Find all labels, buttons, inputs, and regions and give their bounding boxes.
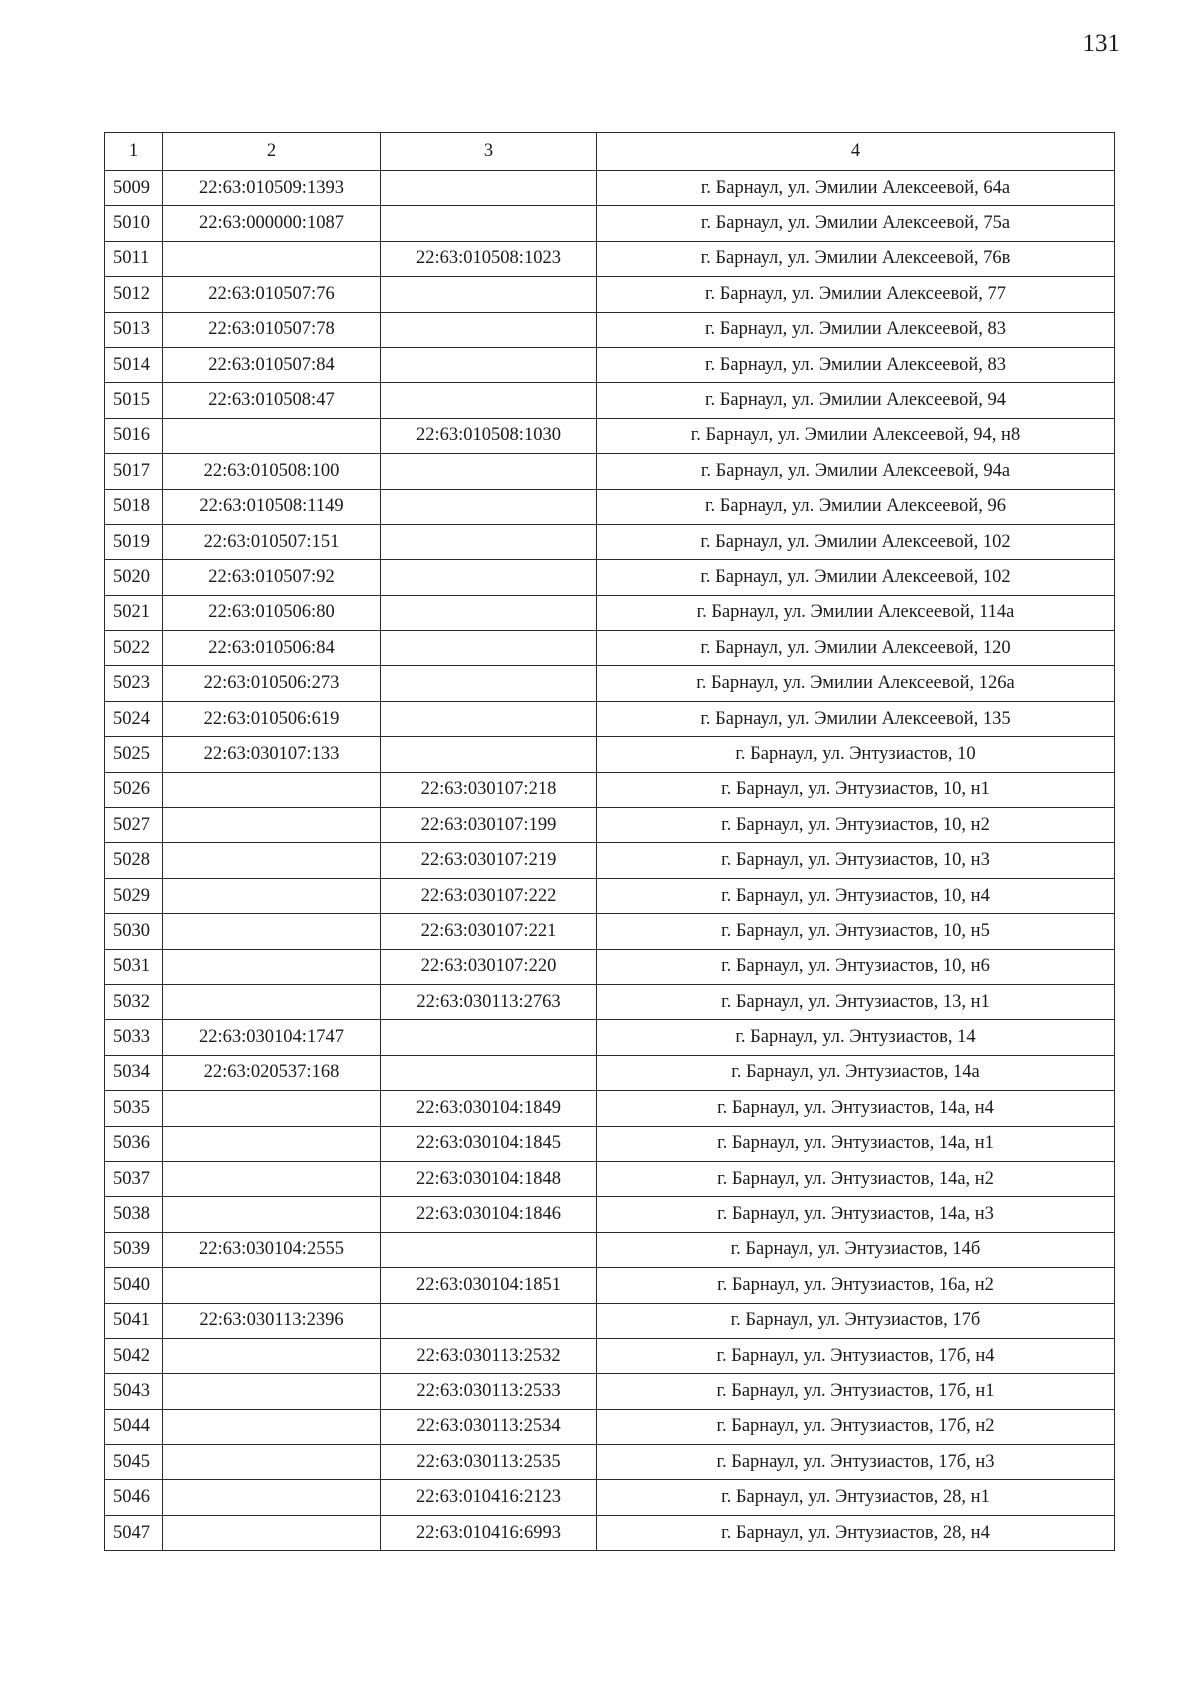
row-number-cell: 5030 bbox=[105, 914, 163, 949]
row-number-cell: 5042 bbox=[105, 1338, 163, 1373]
table-body bbox=[105, 171, 1115, 1551]
cadastral-number-cell: 22:63:010506:80 bbox=[163, 595, 381, 630]
cadastral-number-cell: 22:63:010507:78 bbox=[163, 312, 381, 347]
cadastral-number-cell bbox=[163, 241, 381, 276]
header-col-3: 3 bbox=[381, 133, 597, 171]
row-number-cell: 5047 bbox=[105, 1515, 163, 1550]
table-row bbox=[105, 241, 1115, 276]
cadastral-number-cell: 22:63:010506:273 bbox=[163, 666, 381, 701]
row-number-cell: 5035 bbox=[105, 1091, 163, 1126]
cadastral-premise-cell: 22:63:030107:218 bbox=[381, 772, 597, 807]
row-number-cell: 5012 bbox=[105, 277, 163, 312]
cadastral-premise-cell bbox=[381, 701, 597, 736]
address-cell: г. Барнаул, ул. Эмилии Алексеевой, 135 bbox=[597, 701, 1115, 736]
table-row bbox=[105, 631, 1115, 666]
address-cell: г. Барнаул, ул. Энтузиастов, 17б, н4 bbox=[597, 1338, 1115, 1373]
table-row bbox=[105, 1445, 1115, 1480]
cadastral-number-cell bbox=[163, 984, 381, 1019]
cadastral-number-cell: 22:63:030113:2396 bbox=[163, 1303, 381, 1338]
row-number-cell: 5021 bbox=[105, 595, 163, 630]
table-row bbox=[105, 383, 1115, 418]
cadastral-number-cell bbox=[163, 1197, 381, 1232]
cadastral-premise-cell bbox=[381, 737, 597, 772]
row-number-cell: 5043 bbox=[105, 1374, 163, 1409]
address-cell: г. Барнаул, ул. Энтузиастов, 17б bbox=[597, 1303, 1115, 1338]
row-number-cell: 5026 bbox=[105, 772, 163, 807]
cadastral-premise-cell: 22:63:010508:1023 bbox=[381, 241, 597, 276]
cadastral-number-cell bbox=[163, 914, 381, 949]
address-cell: г. Барнаул, ул. Энтузиастов, 17б, н2 bbox=[597, 1409, 1115, 1444]
table-row bbox=[105, 1374, 1115, 1409]
row-number-cell: 5009 bbox=[105, 171, 163, 206]
table-row bbox=[105, 737, 1115, 772]
cadastral-number-cell: 22:63:010506:619 bbox=[163, 701, 381, 736]
header-col-1: 1 bbox=[105, 133, 163, 171]
address-cell: г. Барнаул, ул. Энтузиастов, 17б, н3 bbox=[597, 1445, 1115, 1480]
cadastral-number-cell bbox=[163, 1480, 381, 1515]
cadastral-premise-cell bbox=[381, 489, 597, 524]
cadastral-number-cell bbox=[163, 1515, 381, 1550]
cadastral-premise-cell: 22:63:030107:221 bbox=[381, 914, 597, 949]
table-row bbox=[105, 524, 1115, 559]
address-cell: г. Барнаул, ул. Эмилии Алексеевой, 102 bbox=[597, 524, 1115, 559]
row-number-cell: 5045 bbox=[105, 1445, 163, 1480]
row-number-cell: 5016 bbox=[105, 418, 163, 453]
header-col-2: 2 bbox=[163, 133, 381, 171]
address-cell: г. Барнаул, ул. Энтузиастов, 10, н4 bbox=[597, 878, 1115, 913]
cadastral-number-cell: 22:63:010507:151 bbox=[163, 524, 381, 559]
address-cell: г. Барнаул, ул. Энтузиастов, 14б bbox=[597, 1232, 1115, 1267]
address-cell: г. Барнаул, ул. Энтузиастов, 16а, н2 bbox=[597, 1268, 1115, 1303]
table-row bbox=[105, 489, 1115, 524]
table-row bbox=[105, 1197, 1115, 1232]
table-row bbox=[105, 418, 1115, 453]
table-row bbox=[105, 984, 1115, 1019]
row-number-cell: 5039 bbox=[105, 1232, 163, 1267]
table-row bbox=[105, 949, 1115, 984]
address-cell: г. Барнаул, ул. Энтузиастов, 28, н4 bbox=[597, 1515, 1115, 1550]
table-row bbox=[105, 1303, 1115, 1338]
row-number-cell: 5028 bbox=[105, 843, 163, 878]
row-number-cell: 5029 bbox=[105, 878, 163, 913]
cadastral-premise-cell bbox=[381, 454, 597, 489]
address-cell: г. Барнаул, ул. Энтузиастов, 10, н5 bbox=[597, 914, 1115, 949]
cadastral-premise-cell: 22:63:030104:1845 bbox=[381, 1126, 597, 1161]
cadastral-premise-cell bbox=[381, 1303, 597, 1338]
cadastral-premise-cell bbox=[381, 383, 597, 418]
table-row bbox=[105, 560, 1115, 595]
cadastral-premise-cell: 22:63:030113:2535 bbox=[381, 1445, 597, 1480]
address-cell: г. Барнаул, ул. Энтузиастов, 14а, н1 bbox=[597, 1126, 1115, 1161]
table-row bbox=[105, 843, 1115, 878]
cadastral-number-cell bbox=[163, 772, 381, 807]
address-cell: г. Барнаул, ул. Эмилии Алексеевой, 76в bbox=[597, 241, 1115, 276]
row-number-cell: 5041 bbox=[105, 1303, 163, 1338]
row-number-cell: 5010 bbox=[105, 206, 163, 241]
header-col-4: 4 bbox=[597, 133, 1115, 171]
cadastral-premise-cell bbox=[381, 524, 597, 559]
address-cell: г. Барнаул, ул. Энтузиастов, 10 bbox=[597, 737, 1115, 772]
cadastral-number-cell bbox=[163, 1445, 381, 1480]
table-row bbox=[105, 277, 1115, 312]
table-row bbox=[105, 206, 1115, 241]
cadastral-number-cell bbox=[163, 1338, 381, 1373]
cadastral-number-cell bbox=[163, 1091, 381, 1126]
row-number-cell: 5032 bbox=[105, 984, 163, 1019]
row-number-cell: 5046 bbox=[105, 1480, 163, 1515]
cadastral-premise-cell bbox=[381, 595, 597, 630]
table-row bbox=[105, 595, 1115, 630]
cadastral-premise-cell bbox=[381, 206, 597, 241]
row-number-cell: 5024 bbox=[105, 701, 163, 736]
address-cell: г. Барнаул, ул. Энтузиастов, 10, н6 bbox=[597, 949, 1115, 984]
table-row bbox=[105, 1126, 1115, 1161]
cadastral-premise-cell: 22:63:030113:2534 bbox=[381, 1409, 597, 1444]
row-number-cell: 5044 bbox=[105, 1409, 163, 1444]
cadastral-premise-cell: 22:63:010416:6993 bbox=[381, 1515, 597, 1550]
address-cell: г. Барнаул, ул. Энтузиастов, 14 bbox=[597, 1020, 1115, 1055]
cadastral-number-cell: 22:63:010508:1149 bbox=[163, 489, 381, 524]
cadastral-number-cell bbox=[163, 878, 381, 913]
cadastral-number-cell bbox=[163, 1126, 381, 1161]
cadastral-premise-cell bbox=[381, 171, 597, 206]
address-cell: г. Барнаул, ул. Эмилии Алексеевой, 120 bbox=[597, 631, 1115, 666]
row-number-cell: 5019 bbox=[105, 524, 163, 559]
address-cell: г. Барнаул, ул. Эмилии Алексеевой, 114а bbox=[597, 595, 1115, 630]
page-number: 131 bbox=[1082, 30, 1120, 57]
address-cell: г. Барнаул, ул. Эмилии Алексеевой, 83 bbox=[597, 347, 1115, 382]
cadastral-number-cell bbox=[163, 949, 381, 984]
address-cell: г. Барнаул, ул. Энтузиастов, 14а, н3 bbox=[597, 1197, 1115, 1232]
table-row bbox=[105, 1515, 1115, 1550]
cadastral-premise-cell: 22:63:030113:2763 bbox=[381, 984, 597, 1019]
address-cell: г. Барнаул, ул. Энтузиастов, 13, н1 bbox=[597, 984, 1115, 1019]
row-number-cell: 5037 bbox=[105, 1161, 163, 1196]
cadastral-premise-cell: 22:63:030107:219 bbox=[381, 843, 597, 878]
table-row bbox=[105, 347, 1115, 382]
table-row bbox=[105, 1020, 1115, 1055]
cadastral-number-cell bbox=[163, 1374, 381, 1409]
cadastral-premise-cell bbox=[381, 666, 597, 701]
address-cell: г. Барнаул, ул. Эмилии Алексеевой, 83 bbox=[597, 312, 1115, 347]
cadastral-number-cell bbox=[163, 418, 381, 453]
table-row bbox=[105, 666, 1115, 701]
row-number-cell: 5017 bbox=[105, 454, 163, 489]
address-cell: г. Барнаул, ул. Энтузиастов, 14а, н2 bbox=[597, 1161, 1115, 1196]
cadastral-number-cell: 22:63:010507:76 bbox=[163, 277, 381, 312]
table-header bbox=[105, 133, 1115, 171]
address-cell: г. Барнаул, ул. Эмилии Алексеевой, 126а bbox=[597, 666, 1115, 701]
cadastral-premise-cell: 22:63:030104:1846 bbox=[381, 1197, 597, 1232]
row-number-cell: 5031 bbox=[105, 949, 163, 984]
address-cell: г. Барнаул, ул. Энтузиастов, 14а bbox=[597, 1055, 1115, 1090]
table-row bbox=[105, 878, 1115, 913]
cadastral-number-cell: 22:63:030107:133 bbox=[163, 737, 381, 772]
table-row bbox=[105, 1091, 1115, 1126]
cadastral-number-cell bbox=[163, 1409, 381, 1444]
row-number-cell: 5020 bbox=[105, 560, 163, 595]
address-cell: г. Барнаул, ул. Эмилии Алексеевой, 75а bbox=[597, 206, 1115, 241]
address-cell: г. Барнаул, ул. Эмилии Алексеевой, 77 bbox=[597, 277, 1115, 312]
cadastral-premise-cell bbox=[381, 347, 597, 382]
registry-table bbox=[104, 132, 1115, 1551]
address-cell: г. Барнаул, ул. Энтузиастов, 17б, н1 bbox=[597, 1374, 1115, 1409]
table-row bbox=[105, 914, 1115, 949]
cadastral-number-cell: 22:63:010508:100 bbox=[163, 454, 381, 489]
table-row bbox=[105, 1268, 1115, 1303]
row-number-cell: 5014 bbox=[105, 347, 163, 382]
cadastral-premise-cell: 22:63:030107:222 bbox=[381, 878, 597, 913]
row-number-cell: 5036 bbox=[105, 1126, 163, 1161]
row-number-cell: 5034 bbox=[105, 1055, 163, 1090]
address-cell: г. Барнаул, ул. Эмилии Алексеевой, 96 bbox=[597, 489, 1115, 524]
cadastral-number-cell: 22:63:020537:168 bbox=[163, 1055, 381, 1090]
row-number-cell: 5018 bbox=[105, 489, 163, 524]
address-cell: г. Барнаул, ул. Энтузиастов, 10, н2 bbox=[597, 808, 1115, 843]
cadastral-number-cell bbox=[163, 843, 381, 878]
cadastral-premise-cell bbox=[381, 277, 597, 312]
cadastral-premise-cell: 22:63:030113:2533 bbox=[381, 1374, 597, 1409]
cadastral-premise-cell bbox=[381, 1055, 597, 1090]
row-number-cell: 5015 bbox=[105, 383, 163, 418]
address-cell: г. Барнаул, ул. Энтузиастов, 10, н3 bbox=[597, 843, 1115, 878]
row-number-cell: 5033 bbox=[105, 1020, 163, 1055]
cadastral-number-cell bbox=[163, 1268, 381, 1303]
header-row bbox=[105, 133, 1115, 171]
cadastral-number-cell: 22:63:010507:84 bbox=[163, 347, 381, 382]
address-cell: г. Барнаул, ул. Энтузиастов, 10, н1 bbox=[597, 772, 1115, 807]
address-cell: г. Барнаул, ул. Эмилии Алексеевой, 94а bbox=[597, 454, 1115, 489]
table-row bbox=[105, 1338, 1115, 1373]
cadastral-number-cell: 22:63:030104:2555 bbox=[163, 1232, 381, 1267]
cadastral-premise-cell: 22:63:030104:1848 bbox=[381, 1161, 597, 1196]
table-row bbox=[105, 1480, 1115, 1515]
address-cell: г. Барнаул, ул. Эмилии Алексеевой, 102 bbox=[597, 560, 1115, 595]
cadastral-premise-cell: 22:63:030113:2532 bbox=[381, 1338, 597, 1373]
cadastral-premise-cell bbox=[381, 1232, 597, 1267]
cadastral-number-cell: 22:63:010509:1393 bbox=[163, 171, 381, 206]
table-row bbox=[105, 1161, 1115, 1196]
cadastral-number-cell: 22:63:010506:84 bbox=[163, 631, 381, 666]
cadastral-premise-cell bbox=[381, 312, 597, 347]
row-number-cell: 5023 bbox=[105, 666, 163, 701]
table-row bbox=[105, 772, 1115, 807]
table-row bbox=[105, 312, 1115, 347]
cadastral-premise-cell: 22:63:030107:220 bbox=[381, 949, 597, 984]
cadastral-number-cell bbox=[163, 808, 381, 843]
row-number-cell: 5040 bbox=[105, 1268, 163, 1303]
cadastral-premise-cell: 22:63:030104:1851 bbox=[381, 1268, 597, 1303]
cadastral-premise-cell: 22:63:010416:2123 bbox=[381, 1480, 597, 1515]
row-number-cell: 5027 bbox=[105, 808, 163, 843]
table-row bbox=[105, 1409, 1115, 1444]
cadastral-number-cell: 22:63:000000:1087 bbox=[163, 206, 381, 241]
table-row bbox=[105, 454, 1115, 489]
cadastral-number-cell: 22:63:010507:92 bbox=[163, 560, 381, 595]
cadastral-number-cell: 22:63:030104:1747 bbox=[163, 1020, 381, 1055]
cadastral-premise-cell bbox=[381, 1020, 597, 1055]
row-number-cell: 5013 bbox=[105, 312, 163, 347]
address-cell: г. Барнаул, ул. Эмилии Алексеевой, 64а bbox=[597, 171, 1115, 206]
row-number-cell: 5038 bbox=[105, 1197, 163, 1232]
cadastral-number-cell bbox=[163, 1161, 381, 1196]
cadastral-premise-cell bbox=[381, 560, 597, 595]
table-row bbox=[105, 808, 1115, 843]
address-cell: г. Барнаул, ул. Энтузиастов, 14а, н4 bbox=[597, 1091, 1115, 1126]
table-row bbox=[105, 1232, 1115, 1267]
row-number-cell: 5022 bbox=[105, 631, 163, 666]
cadastral-premise-cell: 22:63:030107:199 bbox=[381, 808, 597, 843]
cadastral-premise-cell: 22:63:010508:1030 bbox=[381, 418, 597, 453]
table-row bbox=[105, 171, 1115, 206]
row-number-cell: 5025 bbox=[105, 737, 163, 772]
cadastral-premise-cell: 22:63:030104:1849 bbox=[381, 1091, 597, 1126]
table-row bbox=[105, 1055, 1115, 1090]
address-cell: г. Барнаул, ул. Энтузиастов, 28, н1 bbox=[597, 1480, 1115, 1515]
row-number-cell: 5011 bbox=[105, 241, 163, 276]
address-cell: г. Барнаул, ул. Эмилии Алексеевой, 94, н8 bbox=[597, 418, 1115, 453]
address-cell: г. Барнаул, ул. Эмилии Алексеевой, 94 bbox=[597, 383, 1115, 418]
table-row bbox=[105, 701, 1115, 736]
cadastral-number-cell: 22:63:010508:47 bbox=[163, 383, 381, 418]
cadastral-premise-cell bbox=[381, 631, 597, 666]
